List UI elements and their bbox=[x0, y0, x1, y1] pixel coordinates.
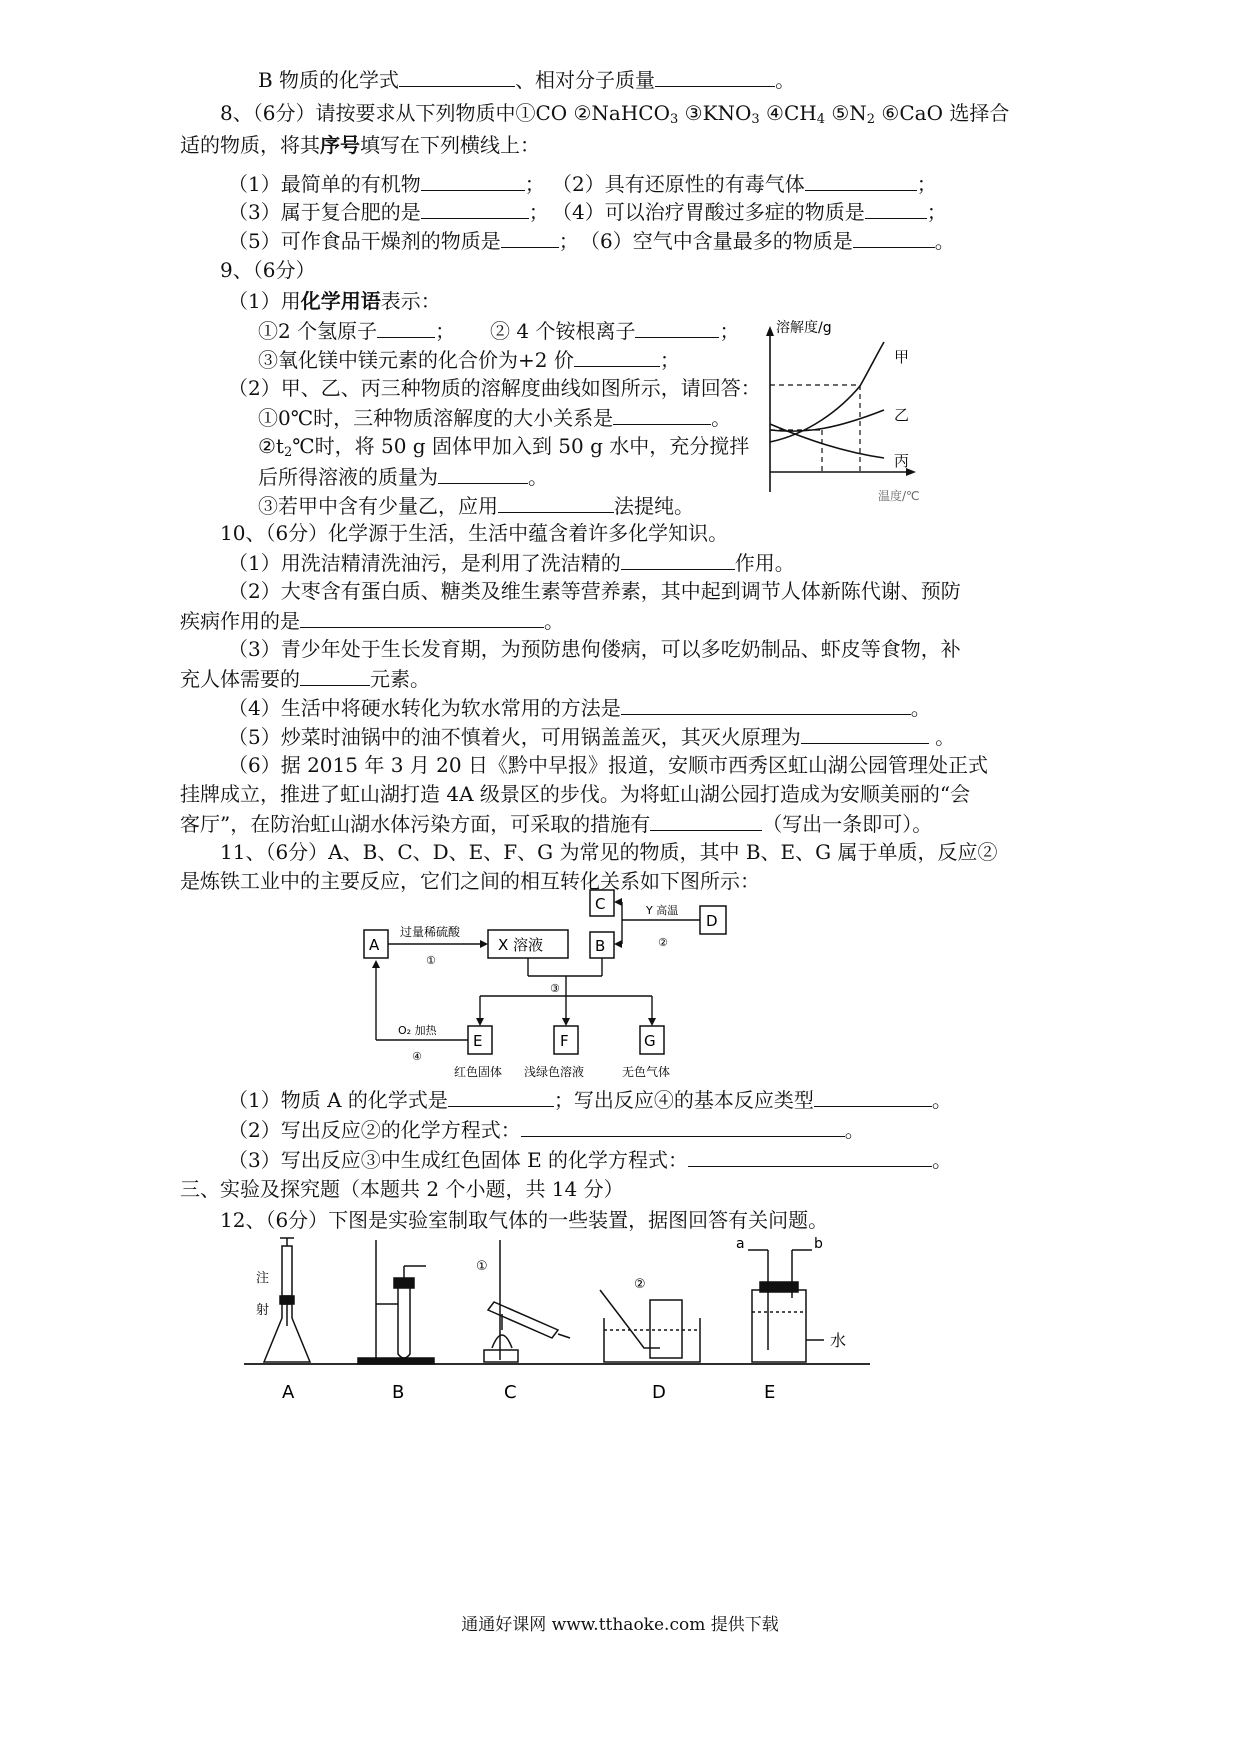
q9-blank-5[interactable] bbox=[438, 461, 528, 484]
q9-blank-1[interactable] bbox=[377, 315, 435, 338]
q8-blank-6[interactable] bbox=[853, 225, 935, 248]
svg-text:B: B bbox=[595, 937, 606, 955]
label-bing: 丙 bbox=[894, 452, 910, 470]
section3-title: 三、实验及探究题（本题共 2 个小题，共 14 分） bbox=[180, 1177, 624, 1201]
svg-text:A: A bbox=[369, 936, 380, 954]
q10-item-6b: 挂牌成立，推进了虹山湖打造 4A 级景区的步伐。为将虹山湖公园打造成为安顺美丽的“会 bbox=[180, 782, 971, 806]
svg-text:红色固体: 红色固体 bbox=[454, 1065, 503, 1079]
q7-tail-line: B 物质的化学式 、相对分子质量 。 bbox=[258, 64, 795, 95]
q11-stem: 11、（6分）A、B、C、D、E、F、G 为常见的物质，其中 B、E、G 属于单质，反应② bbox=[220, 840, 998, 864]
q8-item-1: （1）最简单的有机物 ； bbox=[228, 168, 545, 199]
q8-blank-5[interactable] bbox=[501, 225, 559, 248]
svg-text:F: F bbox=[560, 1032, 569, 1050]
q11-item-3: （3）写出反应③中生成红色固体 E 的化学方程式： 。 bbox=[228, 1144, 952, 1175]
svg-text:E: E bbox=[473, 1032, 483, 1050]
page-footer: 通通好课网 www.tthaoke.com 提供下载 bbox=[461, 1615, 779, 1635]
svg-text:过量稀硫酸: 过量稀硫酸 bbox=[400, 925, 461, 939]
q9-blank-6[interactable] bbox=[498, 490, 614, 513]
label-yi: 乙 bbox=[894, 406, 910, 424]
arrow-to-g bbox=[648, 1018, 656, 1026]
apparatus-c bbox=[484, 1240, 570, 1362]
q9-stem: 9、（6分） bbox=[220, 258, 316, 282]
arrow-to-c bbox=[614, 898, 622, 906]
svg-text:②: ② bbox=[634, 1277, 646, 1292]
q10-blank-5[interactable] bbox=[801, 721, 929, 744]
q8-blank-4[interactable] bbox=[865, 196, 927, 219]
q10-item-6c: 客厅”，在防治虹山湖水体污染方面，可采取的措施有 （写出一条即可）。 bbox=[180, 808, 932, 839]
q7-blank-formula[interactable] bbox=[399, 64, 515, 87]
q10-item-3b: 充人体需要的 元素。 bbox=[180, 663, 430, 694]
svg-text:b: b bbox=[814, 1236, 823, 1252]
q8-blank-1[interactable] bbox=[421, 168, 525, 191]
q10-blank-3[interactable] bbox=[300, 663, 370, 686]
label-d: D bbox=[652, 1382, 666, 1403]
svg-text:D: D bbox=[706, 912, 718, 930]
label-c: C bbox=[504, 1382, 517, 1403]
svg-text:水: 水 bbox=[830, 1331, 847, 1350]
q8-blank-2[interactable] bbox=[805, 168, 917, 191]
svg-text:X 溶液: X 溶液 bbox=[498, 936, 544, 954]
q12-stem: 12、（6分）下图是实验室制取气体的一些装置，据图回答有关问题。 bbox=[220, 1208, 829, 1232]
apparatus-d bbox=[600, 1290, 700, 1362]
svg-text:注: 注 bbox=[256, 1271, 270, 1286]
label-e: E bbox=[764, 1382, 776, 1403]
q7-blank-mass[interactable] bbox=[655, 64, 775, 87]
q7-label-formula: B 物质的化学式 bbox=[258, 68, 400, 92]
curve-yi bbox=[770, 410, 884, 431]
q10-item-5: （5）炒菜时油锅中的油不慎着火，可用锅盖盖灭，其灭火原理为 。 bbox=[228, 721, 955, 752]
q9-sub-3: ③若甲中含有少量乙，应用 法提纯。 bbox=[258, 490, 694, 521]
q9-item-2: ② 4 个铵根离子 ； bbox=[490, 315, 739, 346]
q11-item-1: （1）物质 A 的化学式是 ；写出反应④的基本反应类型 。 bbox=[228, 1084, 952, 1115]
q10-item-4: （4）生活中将硬水转化为软水常用的方法是 。 bbox=[228, 692, 931, 723]
label-jia: 甲 bbox=[894, 348, 910, 366]
y-axis-arrow-icon bbox=[766, 326, 774, 336]
q9-item-1: ①2 个氢原子 ； bbox=[258, 315, 455, 346]
label-a: A bbox=[282, 1382, 295, 1403]
q9-blank-3[interactable] bbox=[574, 344, 660, 367]
q10-blank-1[interactable] bbox=[621, 547, 735, 570]
svg-text:①: ① bbox=[426, 954, 436, 967]
q11-stem-line2: 是炼铁工业中的主要反应，它们之间的相互转化关系如下图所示： bbox=[180, 869, 760, 893]
apparatus-a bbox=[264, 1238, 310, 1362]
curve-bing bbox=[770, 424, 884, 458]
q11-blank-4[interactable] bbox=[688, 1144, 932, 1167]
q8-item-5: （5）可作食品干燥剂的物质是 ； bbox=[228, 225, 579, 256]
lab-apparatus-figure bbox=[240, 1230, 880, 1410]
svg-text:G: G bbox=[644, 1032, 656, 1050]
q11-blank-3[interactable] bbox=[521, 1114, 845, 1137]
solubility-chart bbox=[748, 312, 928, 502]
q7-label-mass: 、相对分子质量 bbox=[515, 68, 656, 92]
svg-text:O₂ 加热: O₂ 加热 bbox=[398, 1024, 437, 1037]
q10-blank-6[interactable] bbox=[650, 808, 762, 831]
svg-text:Y 高温: Y 高温 bbox=[646, 904, 679, 917]
q8-stem-line2: 适的物质，将其序号填写在下列横线上： bbox=[180, 133, 540, 157]
q9-item-3: ③氧化镁中镁元素的化合价为+2 价 ； bbox=[258, 344, 680, 375]
q10-item-1: （1）用洗洁精清洗油污，是利用了洗洁精的 作用。 bbox=[228, 547, 795, 578]
label-b: B bbox=[392, 1382, 405, 1403]
q10-blank-2[interactable] bbox=[300, 605, 544, 628]
q8-item-3: （3）属于复合肥的是 ； bbox=[228, 196, 549, 227]
q9-part1: （1）用化学用语表示： bbox=[228, 289, 441, 313]
q10-item-2b: 疾病作用的是 。 bbox=[180, 605, 564, 636]
arrow-to-e bbox=[476, 1018, 484, 1026]
q11-blank-2[interactable] bbox=[814, 1084, 932, 1107]
svg-text:①: ① bbox=[476, 1259, 488, 1274]
q8-blank-3[interactable] bbox=[421, 196, 529, 219]
q11-blank-1[interactable] bbox=[448, 1084, 554, 1107]
q11-item-2: （2）写出反应②的化学方程式： 。 bbox=[228, 1114, 865, 1145]
q8-item-4: （4）可以治疗胃酸过多症的物质是 ； bbox=[552, 196, 947, 227]
q9-sub-2: $②t_2℃$时，将 50 g 固体甲加入到 50 g 水中，充分搅拌 bbox=[258, 434, 750, 460]
q8-stem: 8、（6分）请按要求从下列物质中①CO ②NaHCO$_3$ $③KNO_3$ $④CH_4$ $⑤N_2$ ⑥CaO 选择合 bbox=[220, 101, 1010, 127]
svg-text:浅绿色溶液: 浅绿色溶液 bbox=[524, 1065, 585, 1079]
arrow-to-b bbox=[614, 940, 622, 948]
apparatus-b bbox=[358, 1240, 434, 1364]
q10-item-6: （6）据 2015 年 3 月 20 日《黔中早报》报道，安顺市西秀区虹山湖公园管理处正式 bbox=[228, 753, 988, 777]
q10-stem: 10、（6分）化学源于生活，生活中蕴含着许多化学知识。 bbox=[220, 521, 729, 545]
q8-item-6: （6）空气中含量最多的物质是 。 bbox=[580, 225, 955, 256]
arrow-to-f bbox=[562, 1018, 570, 1026]
svg-text:④: ④ bbox=[412, 1050, 422, 1063]
q9-part2: （2）甲、乙、丙三种物质的溶解度曲线如图所示，请回答： bbox=[228, 376, 761, 400]
svg-text:②: ② bbox=[658, 936, 668, 949]
svg-text:C: C bbox=[595, 895, 606, 913]
svg-text:射: 射 bbox=[256, 1303, 270, 1318]
q10-item-2: （2）大枣含有蛋白质、糖类及维生素等营养素，其中起到调节人体新陈代谢、预防 bbox=[228, 579, 961, 603]
q9-blank-2[interactable] bbox=[635, 315, 719, 338]
x-axis-label: 温度/℃ bbox=[878, 489, 920, 502]
apparatus-e bbox=[748, 1250, 824, 1362]
q9-sub-2b: 后所得溶液的质量为 。 bbox=[258, 461, 548, 492]
svg-text:无色气体: 无色气体 bbox=[622, 1065, 671, 1079]
q9-blank-4[interactable] bbox=[613, 402, 711, 425]
svg-text:③: ③ bbox=[550, 982, 560, 995]
reaction-flow-diagram bbox=[350, 884, 750, 1080]
q8-item-2: （2）具有还原性的有毒气体 ； bbox=[552, 168, 937, 199]
svg-text:a: a bbox=[736, 1236, 745, 1252]
q10-item-3: （3）青少年处于生长发育期，为预防患佝偻病，可以多吃奶制品、虾皮等食物，补 bbox=[228, 637, 961, 661]
q10-blank-4[interactable] bbox=[621, 692, 911, 715]
q9-sub-1: ①0℃时，三种物质溶解度的大小关系是 。 bbox=[258, 402, 731, 433]
y-axis-label: 溶解度/g bbox=[776, 320, 832, 336]
